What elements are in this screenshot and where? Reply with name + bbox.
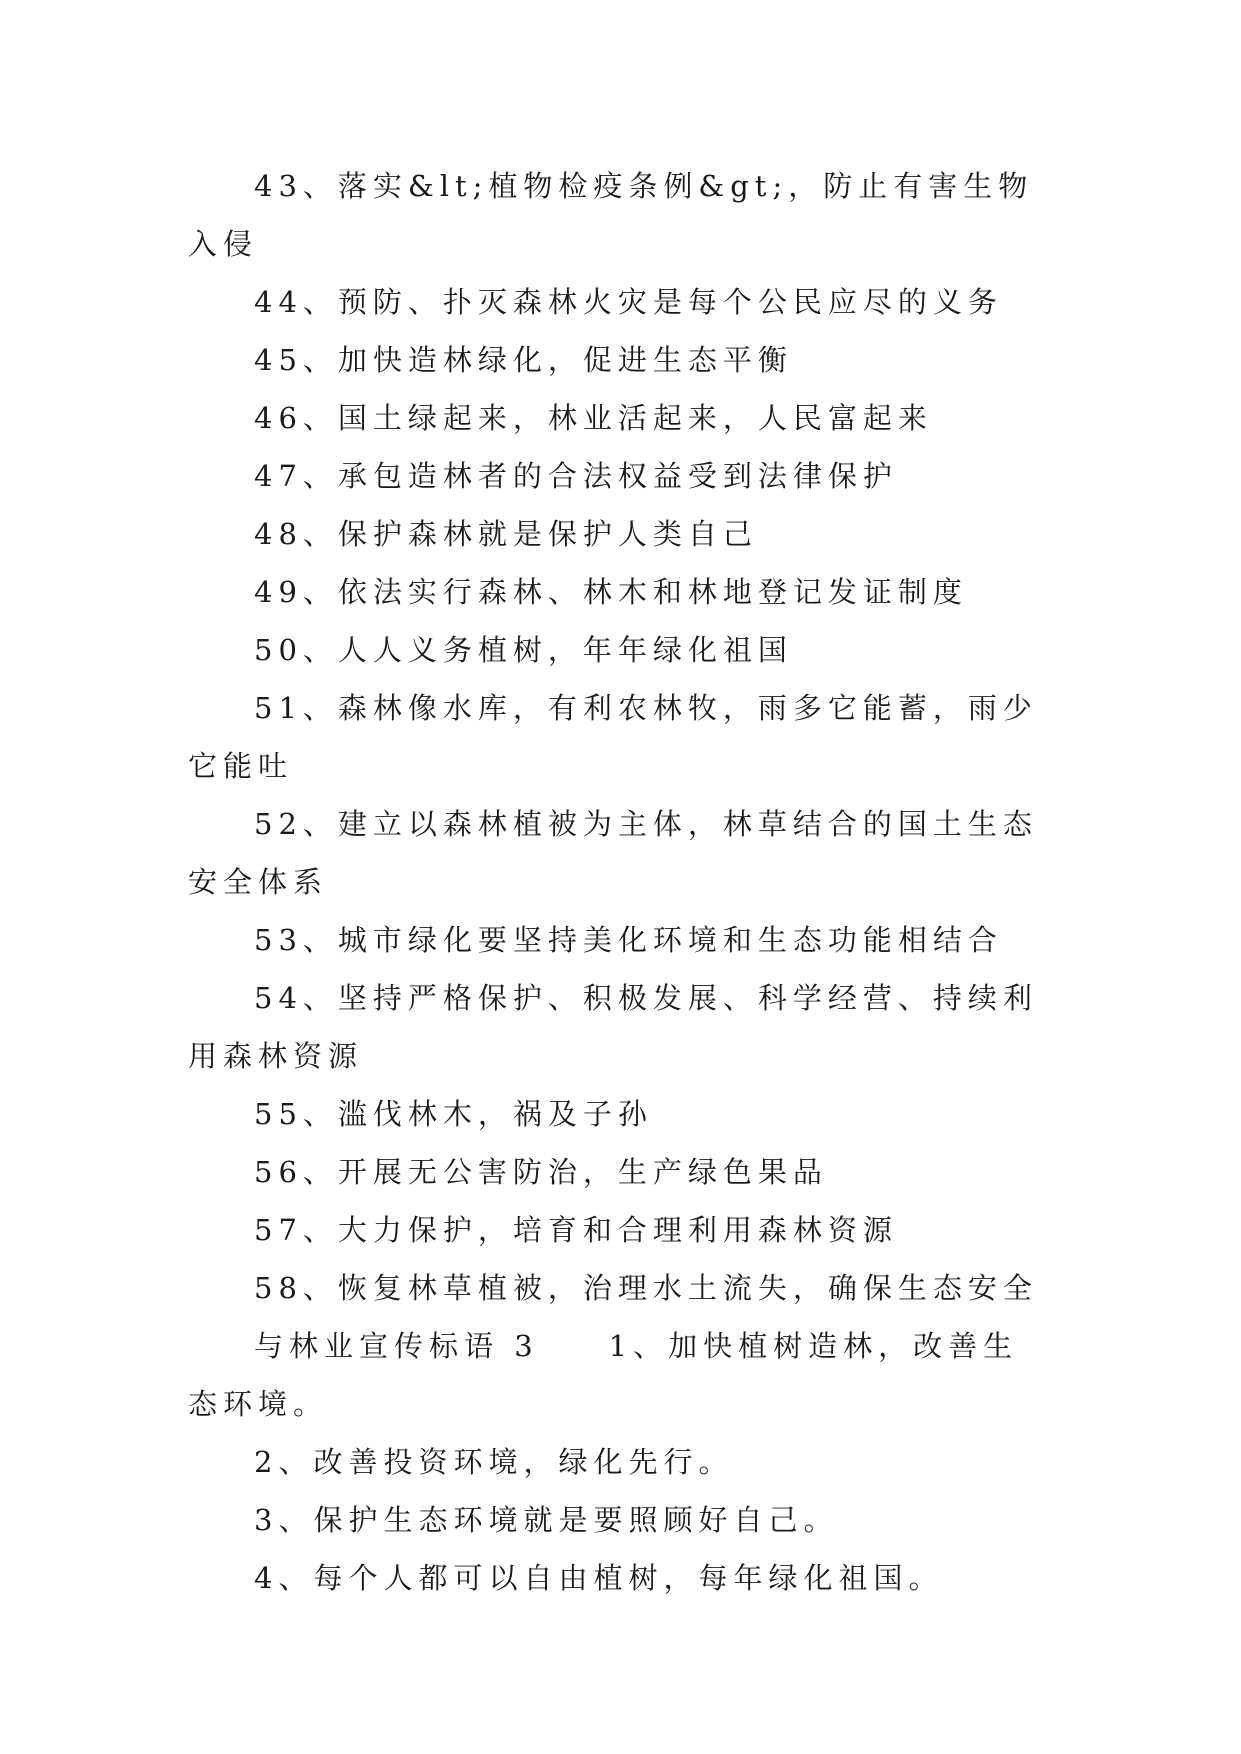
paragraph: 53、城市绿化要坚持美化环境和生态功能相结合 [254, 923, 1003, 957]
paragraph: 52、建立以森林植被为主体，林草结合的国土生态安全体系 [188, 807, 1038, 899]
paragraph: 50、人人义务植树，年年绿化祖国 [254, 633, 793, 667]
paragraph: 54、坚持严格保护、积极发展、科学经营、持续利用森林资源 [188, 981, 1038, 1073]
paragraph: 56、开展无公害防治，生产绿色果品 [254, 1155, 828, 1189]
paragraph: 47、承包造林者的合法权益受到法律保护 [254, 459, 898, 493]
paragraph: 48、保护森林就是保护人类自己 [254, 517, 758, 551]
paragraph: 与林业宣传标语 3 1、加快植树造林，改善生态环境。 [188, 1329, 1019, 1421]
paragraph: 51、森林像水库，有利农林牧，雨多它能蓄，雨少它能吐 [188, 691, 1038, 783]
paragraph: 58、恢复林草植被，治理水土流失，确保生态安全 [254, 1271, 1038, 1305]
paragraph: 46、国土绿起来，林业活起来，人民富起来 [254, 401, 933, 435]
paragraph: 4、每个人都可以自由植树，每年绿化祖国。 [254, 1561, 944, 1595]
paragraph: 45、加快造林绿化，促进生态平衡 [254, 343, 793, 377]
paragraph: 3、保护生态环境就是要照顾好自己。 [254, 1503, 839, 1537]
document-body [188, 157, 1050, 1607]
paragraph: 44、预防、扑灭森林火灾是每个公民应尽的义务 [254, 285, 1003, 319]
paragraph: 49、依法实行森林、林木和林地登记发证制度 [254, 575, 968, 609]
paragraph: 2、改善投资环境，绿化先行。 [254, 1445, 734, 1479]
paragraph: 55、滥伐林木，祸及子孙 [254, 1097, 653, 1131]
paragraph: 43、落实&lt;植物检疫条例&gt;，防止有害生物入侵 [188, 169, 1034, 261]
paragraph: 57、大力保护，培育和合理利用森林资源 [254, 1213, 898, 1247]
